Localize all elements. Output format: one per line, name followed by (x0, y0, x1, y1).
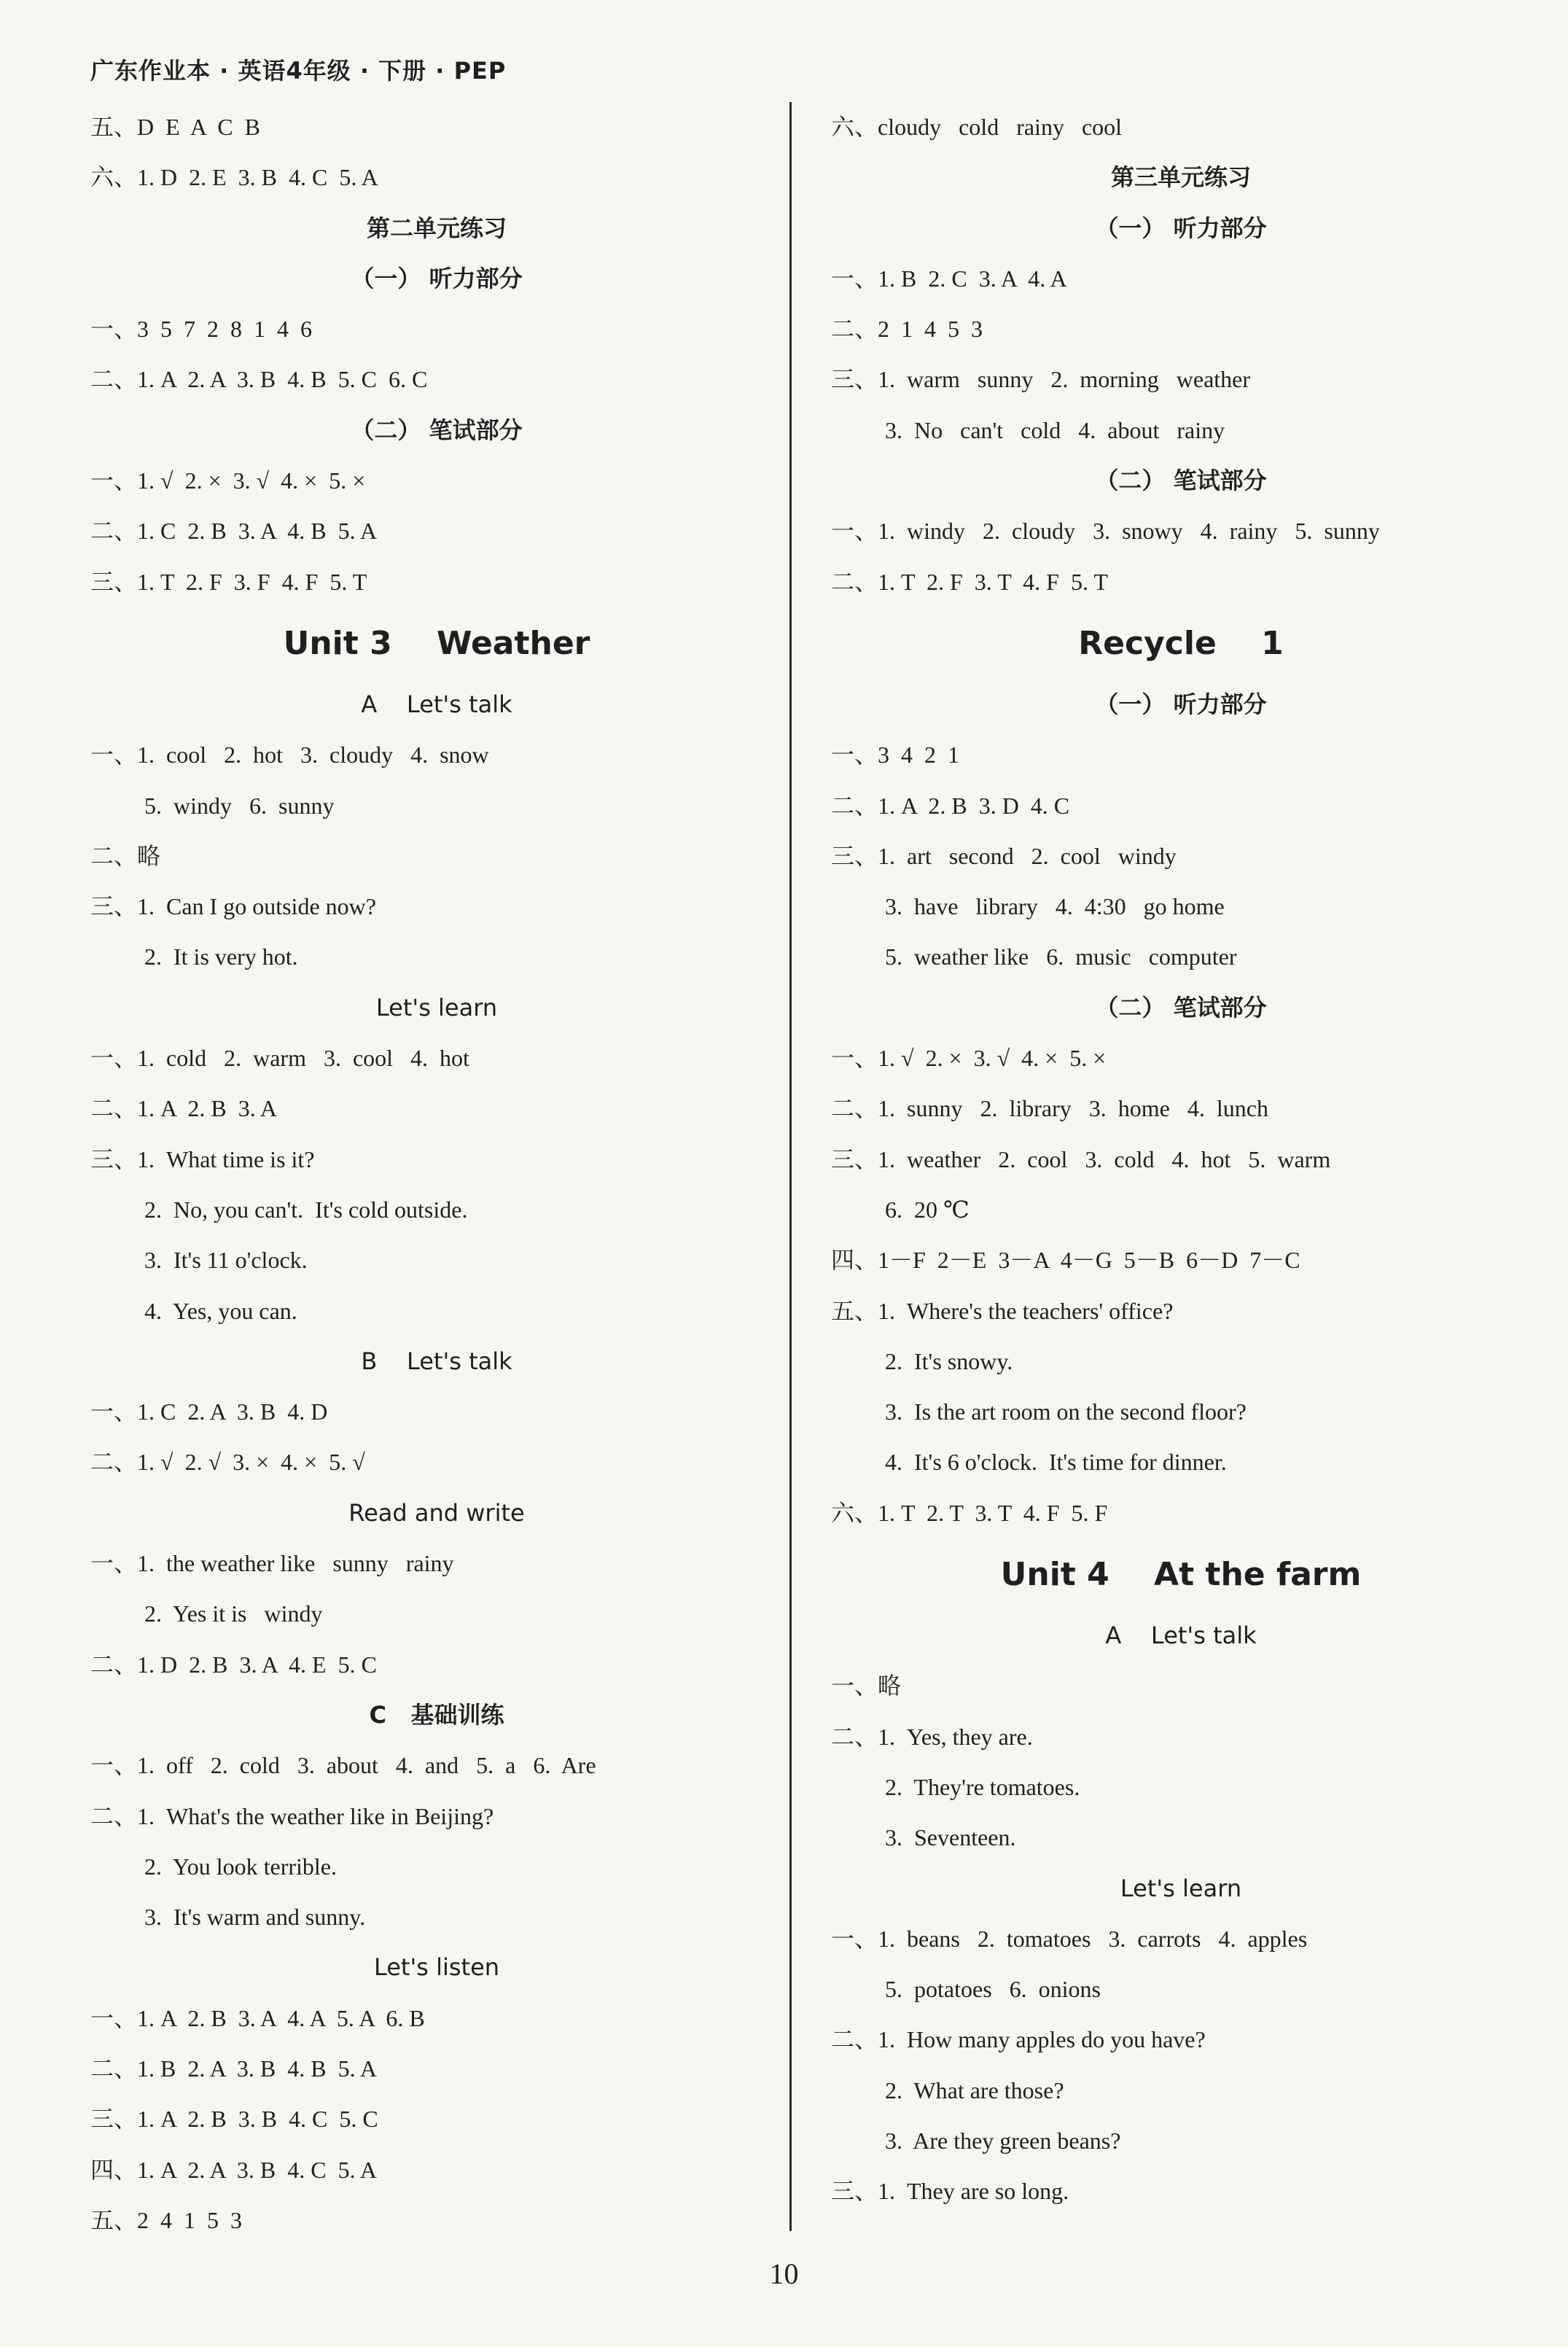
section-heading: （一） 听力部分 (1095, 690, 1267, 718)
answer-line: 一、1. √ 2. × 3. √ 4. × 5. × (831, 1045, 1107, 1072)
answer-line: 一、1. off 2. cold 3. about 4. and 5. a 6. Are (90, 1752, 596, 1779)
answer-line: 一、1. windy 2. cloudy 3. snowy 4. rainy 5. sunny (831, 518, 1380, 545)
answer-line-continued: 3. It's warm and sunny. (144, 1904, 366, 1931)
answer-line-continued: 2. No, you can't. It's cold outside. (144, 1196, 468, 1223)
answer-line: 一、1. beans 2. tomatoes 3. carrots 4. apples (831, 1925, 1308, 1952)
section-heading: （二） 笔试部分 (1095, 993, 1267, 1021)
column-divider (789, 102, 792, 2231)
answer-line: 二、1. B 2. A 3. B 4. B 5. A (90, 2055, 377, 2082)
answer-line: 二、略 (90, 842, 161, 869)
answer-line: 一、1. the weather like sunny rainy (90, 1550, 454, 1577)
answer-line-continued: 4. Yes, you can. (144, 1297, 297, 1324)
answer-line-continued: 2. It's snowy. (885, 1347, 1013, 1374)
section-heading: 第二单元练习 (366, 214, 507, 242)
unit-title: Unit 4 At the farm (1000, 1556, 1362, 1594)
answer-line: 三、1. art second 2. cool windy (831, 842, 1177, 869)
answer-line-continued: 3. No can't cold 4. about rainy (885, 416, 1225, 443)
answer-line: 六、1. T 2. T 3. T 4. F 5. F (831, 1499, 1108, 1526)
answer-line: 二、2 1 4 5 3 (831, 316, 983, 343)
unit-title: Recycle 1 (1078, 624, 1284, 662)
section-heading: Let's learn (375, 993, 498, 1021)
section-heading: （二） 笔试部分 (351, 416, 523, 444)
right-column (831, 102, 1531, 2217)
answer-line: 二、1. C 2. B 3. A 4. B 5. A (90, 518, 377, 545)
section-heading: Let's learn (1120, 1874, 1242, 1902)
answer-line: 三、1. weather 2. cool 3. cold 4. hot 5. warm (831, 1145, 1331, 1172)
answer-line: 二、1. T 2. F 3. T 4. F 5. T (831, 568, 1108, 595)
answer-line-continued: 3. Is the art room on the second floor? (885, 1398, 1247, 1425)
section-heading: （一） 听力部分 (1095, 214, 1267, 242)
page-number: 10 (769, 2257, 799, 2290)
answer-line: 一、3 4 2 1 (831, 742, 960, 768)
answer-line-continued: 5. windy 6. sunny (144, 792, 335, 819)
answer-line: 三、1. Can I go outside now? (90, 893, 376, 920)
answer-line: 一、1. B 2. C 3. A 4. A (831, 265, 1067, 292)
answer-line-continued: 2. Yes it is windy (144, 1600, 323, 1627)
answer-line: 二、1. A 2. A 3. B 4. B 5. C 6. C (90, 366, 428, 393)
answer-line: 四、1. A 2. A 3. B 4. C 5. A (90, 2156, 377, 2183)
answer-line: 二、1. A 2. B 3. A (90, 1095, 278, 1122)
section-heading: A Let's talk (1105, 1622, 1257, 1650)
answer-line-continued: 3. have library 4. 4:30 go home (885, 893, 1225, 920)
answer-line: 五、1. Where's the teachers' office? (831, 1297, 1174, 1324)
answer-line: 三、1. A 2. B 3. B 4. C 5. C (90, 2106, 378, 2133)
answer-line: 三、1. They are so long. (831, 2178, 1069, 2205)
answer-line: 一、1. cold 2. warm 3. cool 4. hot (90, 1045, 469, 1072)
answer-line: 五、2 4 1 5 3 (90, 2206, 243, 2233)
page-header: 广东作业本 · 英语4年级 · 下册 · PEP (90, 57, 507, 85)
answer-line: 二、1. A 2. B 3. D 4. C (831, 792, 1070, 819)
answer-line: 一、1. √ 2. × 3. √ 4. × 5. × (90, 467, 366, 494)
section-heading: （二） 笔试部分 (1095, 467, 1267, 495)
answer-line-continued: 2. What are those? (885, 2077, 1064, 2103)
answer-line: 三、1. T 2. F 3. F 4. F 5. T (90, 568, 367, 595)
answer-line-continued: 3. Seventeen. (885, 1824, 1016, 1851)
answer-line: 三、1. warm sunny 2. morning weather (831, 366, 1251, 393)
answer-line: 三、1. What time is it? (90, 1145, 315, 1172)
section-heading: Read and write (348, 1498, 525, 1527)
answer-line: 一、1. cool 2. hot 3. cloudy 4. snow (90, 742, 489, 768)
answer-line-continued: 2. It is very hot. (144, 943, 298, 970)
answer-line: 六、cloudy cold rainy cool (831, 114, 1123, 140)
section-heading: （一） 听力部分 (351, 264, 523, 292)
section-heading: Let's listen (373, 1953, 500, 1982)
unit-title: Unit 3 Weather (283, 624, 590, 662)
answer-line: 二、1. D 2. B 3. A 4. E 5. C (90, 1651, 377, 1678)
section-heading: C 基础训练 (369, 1700, 504, 1729)
answer-line: 一、3 5 7 2 8 1 4 6 (90, 316, 313, 343)
section-heading: 第三单元练习 (1110, 163, 1251, 192)
answer-line-continued: 3. Are they green beans? (885, 2127, 1121, 2154)
answer-line-continued: 3. It's 11 o'clock. (144, 1247, 308, 1274)
answer-line: 二、1. How many apples do you have? (831, 2026, 1206, 2053)
answer-line: 二、1. √ 2. √ 3. × 4. × 5. √ (90, 1449, 365, 1476)
answer-line: 一、略 (831, 1673, 902, 1700)
answer-line: 二、1. sunny 2. library 3. home 4. lunch (831, 1095, 1268, 1122)
section-heading: A Let's talk (361, 690, 512, 718)
answer-line-continued: 5. potatoes 6. onions (885, 1976, 1101, 2003)
section-heading: B Let's talk (361, 1347, 512, 1375)
answer-line: 二、1. Yes, they are. (831, 1723, 1033, 1750)
answer-line: 五、D E A C B (90, 114, 260, 140)
answer-line-continued: 5. weather like 6. music computer (885, 943, 1237, 970)
answer-line-continued: 2. They're tomatoes. (885, 1773, 1080, 1800)
left-column (90, 102, 783, 2246)
answer-line: 一、1. C 2. A 3. B 4. D (90, 1398, 328, 1425)
answer-line: 二、1. What's the weather like in Beijing? (90, 1802, 494, 1829)
answer-line: 六、1. D 2. E 3. B 4. C 5. A (90, 164, 378, 191)
answer-line-continued: 2. You look terrible. (144, 1853, 337, 1880)
answer-line-continued: 6. 20 ℃ (885, 1196, 970, 1223)
answer-line: 四、1－F 2－E 3－A 4－G 5－B 6－D 7－C (831, 1247, 1300, 1274)
answer-line-continued: 4. It's 6 o'clock. It's time for dinner. (885, 1449, 1227, 1476)
answer-line: 一、1. A 2. B 3. A 4. A 5. A 6. B (90, 2004, 425, 2031)
